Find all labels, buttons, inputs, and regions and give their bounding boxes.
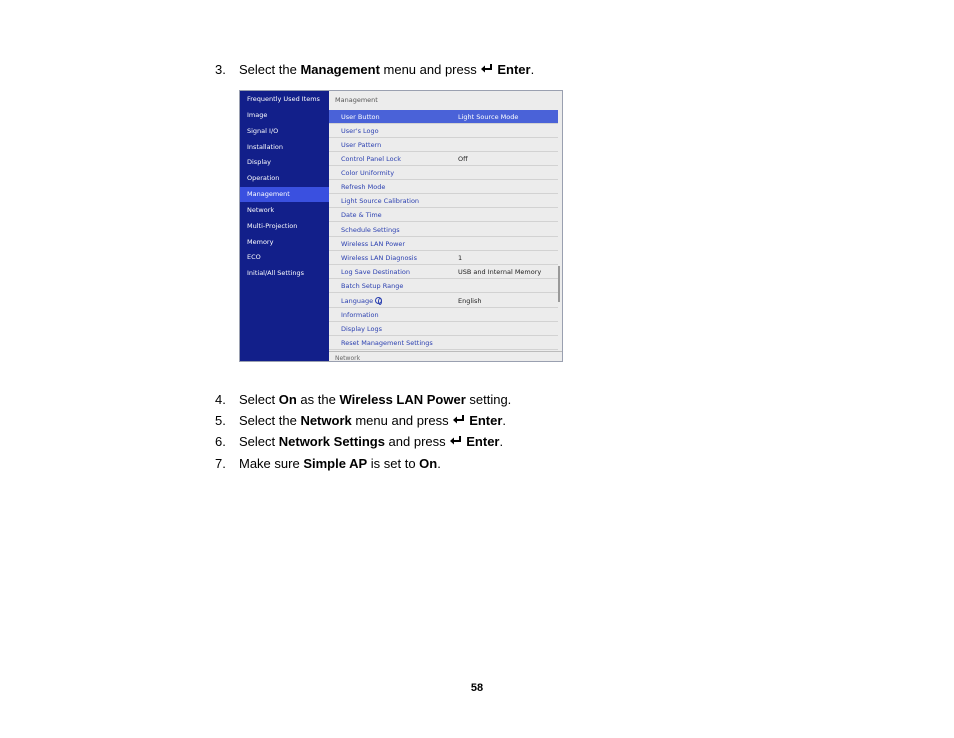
globe-icon: [375, 297, 382, 304]
menu-scrollbar[interactable]: [558, 266, 560, 302]
step-3: 3. Select the Management menu and press Enter.: [215, 62, 535, 77]
menu-row-wireless-lan-power[interactable]: Wireless LAN Power: [329, 237, 558, 251]
menu-row-user-button[interactable]: User Button Light Source Mode: [329, 110, 558, 124]
sidebar-item-installation[interactable]: Installation: [247, 143, 284, 151]
sidebar-item-eco[interactable]: ECO: [247, 253, 261, 261]
menu-row-refresh-mode[interactable]: Refresh Mode: [329, 180, 558, 194]
menu-next-section: Network: [329, 351, 562, 361]
sidebar-item-signal-io[interactable]: Signal I/O: [247, 127, 279, 135]
menu-row-wireless-lan-diagnosis[interactable]: Wireless LAN Diagnosis 1: [329, 251, 558, 265]
step-4: 4. Select On as the Wireless LAN Power setting.: [215, 392, 512, 407]
menu-header: Management: [335, 96, 378, 104]
menu-sidebar: [240, 91, 329, 361]
menu-row-users-logo[interactable]: User's Logo: [329, 124, 558, 138]
sidebar-item-frequently-used[interactable]: Frequently Used Items: [247, 95, 320, 103]
management-menu-screenshot: [239, 90, 563, 362]
sidebar-item-memory[interactable]: Memory: [247, 238, 274, 246]
menu-row-log-save-destination[interactable]: Log Save Destination USB and Internal Memory: [329, 265, 558, 279]
step-6: 6. Select Network Settings and press Enter.: [215, 434, 504, 449]
menu-row-control-panel-lock[interactable]: Control Panel Lock Off: [329, 152, 558, 166]
sidebar-item-display[interactable]: Display: [247, 158, 271, 166]
page-number: 58: [470, 682, 484, 694]
menu-row-schedule-settings[interactable]: Schedule Settings: [329, 223, 558, 237]
menu-row-language[interactable]: Language English: [329, 294, 558, 308]
menu-row-date-time[interactable]: Date & Time: [329, 208, 558, 222]
menu-row-batch-setup-range[interactable]: Batch Setup Range: [329, 279, 558, 293]
sidebar-item-management[interactable]: Management: [240, 187, 329, 202]
sidebar-item-initial-all[interactable]: Initial/All Settings: [247, 269, 304, 277]
step-7: 7. Make sure Simple AP is set to On.: [215, 456, 441, 471]
sidebar-item-operation[interactable]: Operation: [247, 174, 280, 182]
menu-row-display-logs[interactable]: Display Logs: [329, 322, 558, 336]
step-5: 5. Select the Network menu and press Enter.: [215, 413, 507, 428]
enter-icon: [480, 63, 494, 75]
menu-content: [329, 91, 562, 361]
menu-row-light-source-calibration[interactable]: Light Source Calibration: [329, 194, 558, 208]
sidebar-item-multi-projection[interactable]: Multi-Projection: [247, 222, 298, 230]
menu-row-color-uniformity[interactable]: Color Uniformity: [329, 166, 558, 180]
menu-row-reset-management-settings[interactable]: Reset Management Settings: [329, 336, 558, 350]
enter-icon: [452, 414, 466, 426]
sidebar-item-image[interactable]: Image: [247, 111, 268, 119]
enter-icon: [449, 435, 463, 447]
menu-row-user-pattern[interactable]: User Pattern: [329, 138, 558, 152]
sidebar-item-network[interactable]: Network: [247, 206, 275, 214]
menu-row-information[interactable]: Information: [329, 308, 558, 322]
